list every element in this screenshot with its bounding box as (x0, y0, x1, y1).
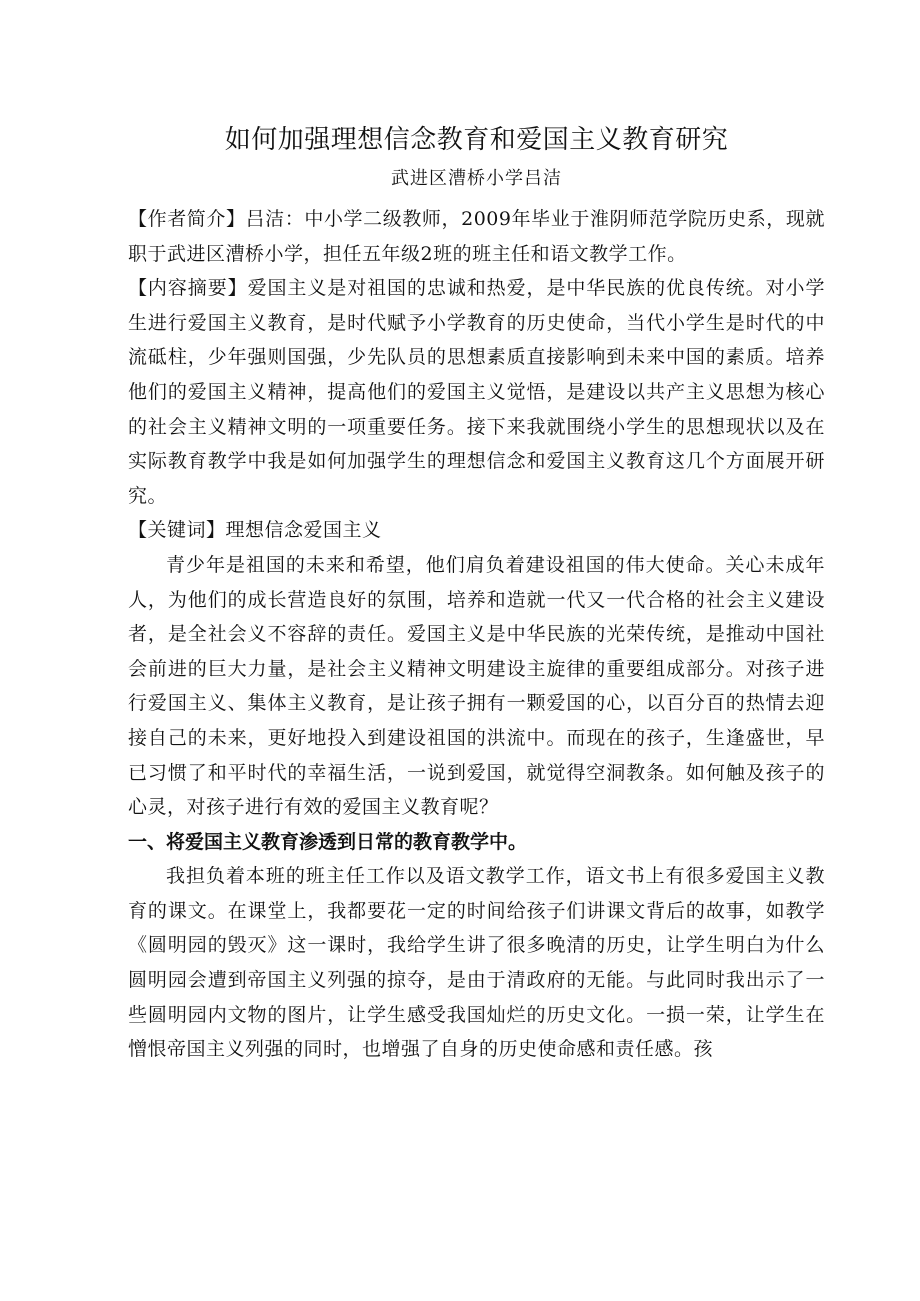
abstract-text: 爱国主义是对祖国的忠诚和热爱，是中华民族的优良传统。对小学生进行爱国主义教育，是时代赋予小学教育的历史使命，当代小学生是时代的中流砥柱，少年强则国强，少先队员的思想素质直接影响到未来中国的素质。培养他们的爱国主义精神，提高他们的爱国主义觉悟，是建设以共产主义思想为核心的社会主义精神文明的一项重要任务。接下来我就围绕小学生的思想现状以及在实际教育教学中我是如何加强学生的理想信念和爱国主义教育这几个方面展开研究。 (128, 277, 825, 507)
keywords (128, 513, 825, 548)
author-intro-label: 【作者简介】 (128, 208, 246, 230)
author-line: 武进区漕桥小学吕洁 (391, 168, 562, 189)
section-heading-1: 一、将爱国主义教育渗透到日常的教育教学中。 (128, 830, 528, 853)
author-intro (128, 202, 825, 271)
body-paragraph-2: 我担负着本班的班主任工作以及语文教学工作，语文书上有很多爱国主义教育的课文。在课堂上，我都要花一定的时间给孩子们讲课文背后的故事，如教学《圆明园的毁灭》这一课时，我给学生讲了很多晚清的历史，让学生明白为什么圆明园会遭到帝国主义列强的掠夺，是由于清政府的无能。与此同时我出示了一些圆明园内文物的图片，让学生感受我国灿烂的历史文化。一损一荣，让学生在憎恨帝国主义列强的同时，也增强了自身的历史使命感和责任感。孩 (128, 865, 825, 1061)
abstract (128, 271, 825, 513)
abstract-label: 【内容摘要】 (128, 277, 248, 300)
document-title: 如何加强理想信念教育和爱国主义教育研究 (224, 125, 729, 155)
keywords-text: 理想信念爱国主义 (225, 519, 382, 542)
keywords-label: 【关键词】 (128, 519, 226, 542)
body-paragraph-1: 青少年是祖国的未来和希望，他们肩负着建设祖国的伟大使命。关心未成年人，为他们的成长营造良好的氛围，培养和造就一代又一代合格的社会主义建设者，是全社会义不容辞的责任。爱国主义是中华民族的光荣传统，是推动中国社会前进的巨大力量，是社会主义精神文明建设主旋律的重要组成部分。对孩子进行爱国主义、集体主义教育，是让孩子拥有一颗爱国的心，以百分百的热情去迎接自己的未来，更好地投入到建设祖国的洪流中。而现在的孩子，生逢盛世，早已习惯了和平时代的幸福生活，一说到爱国，就觉得空洞教条。如何触及孩子的心灵，对孩子进行有效的爱国主义教育呢？ (128, 553, 825, 819)
author-intro-text: 吕洁：中小学二级教师，2009年毕业于淮阴师范学院历史系，现就职于武进区漕桥小学，担任五年级2班的班主任和语文教学工作。 (128, 208, 825, 265)
